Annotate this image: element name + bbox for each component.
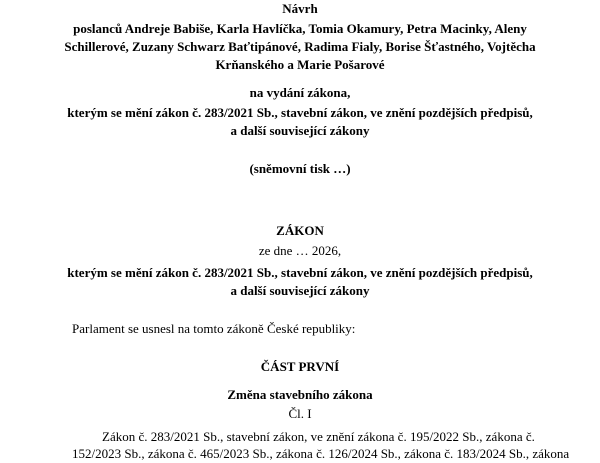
law-date: ze dne … 2026, <box>258 243 342 258</box>
part-heading: ČÁST PRVNÍ <box>260 359 340 374</box>
preamble: Parlament se usnesl na tomto zákoně České republiky: <box>72 321 356 336</box>
sponsors-line-3: Krňanského a Marie Pošarové <box>215 57 385 72</box>
proposal-title-line-1: kterým se mění zákon č. 283/2021 Sb., stavební zákon, ve znění pozdějších předpisů, <box>67 105 533 120</box>
proposal-heading: Návrh <box>282 1 318 16</box>
body-line-1: Zákon č. 283/2021 Sb., stavební zákon, ve znění zákona č. 195/2022 Sb., zákona č. <box>102 429 535 444</box>
print-reference: (sněmovní tisk …) <box>249 161 351 176</box>
law-title-line-2: a další související zákony <box>230 283 370 298</box>
part-subheading: Změna stavebního zákona <box>227 387 373 402</box>
law-heading: ZÁKON <box>276 223 324 238</box>
body-line-2: 152/2023 Sb., zákona č. 465/2023 Sb., zákona č. 126/2024 Sb., zákona č. 183/2024 Sb., zákona <box>72 446 570 461</box>
law-title-line-1: kterým se mění zákon č. 283/2021 Sb., stavební zákon, ve znění pozdějších předpisů, <box>67 265 533 280</box>
article-number: Čl. I <box>288 406 312 421</box>
proposal-purpose: na vydání zákona, <box>249 85 351 100</box>
proposal-title-line-2: a další související zákony <box>230 123 370 138</box>
sponsors-line-1: poslanců Andreje Babiše, Karla Havlíčka, Tomia Okamury, Petra Macinky, Aleny <box>73 21 527 36</box>
sponsors-line-2: Schillerové, Zuzany Schwarz Baťtipánové, Radima Fialy, Borise Šťastného, Vojtěcha <box>64 39 536 54</box>
